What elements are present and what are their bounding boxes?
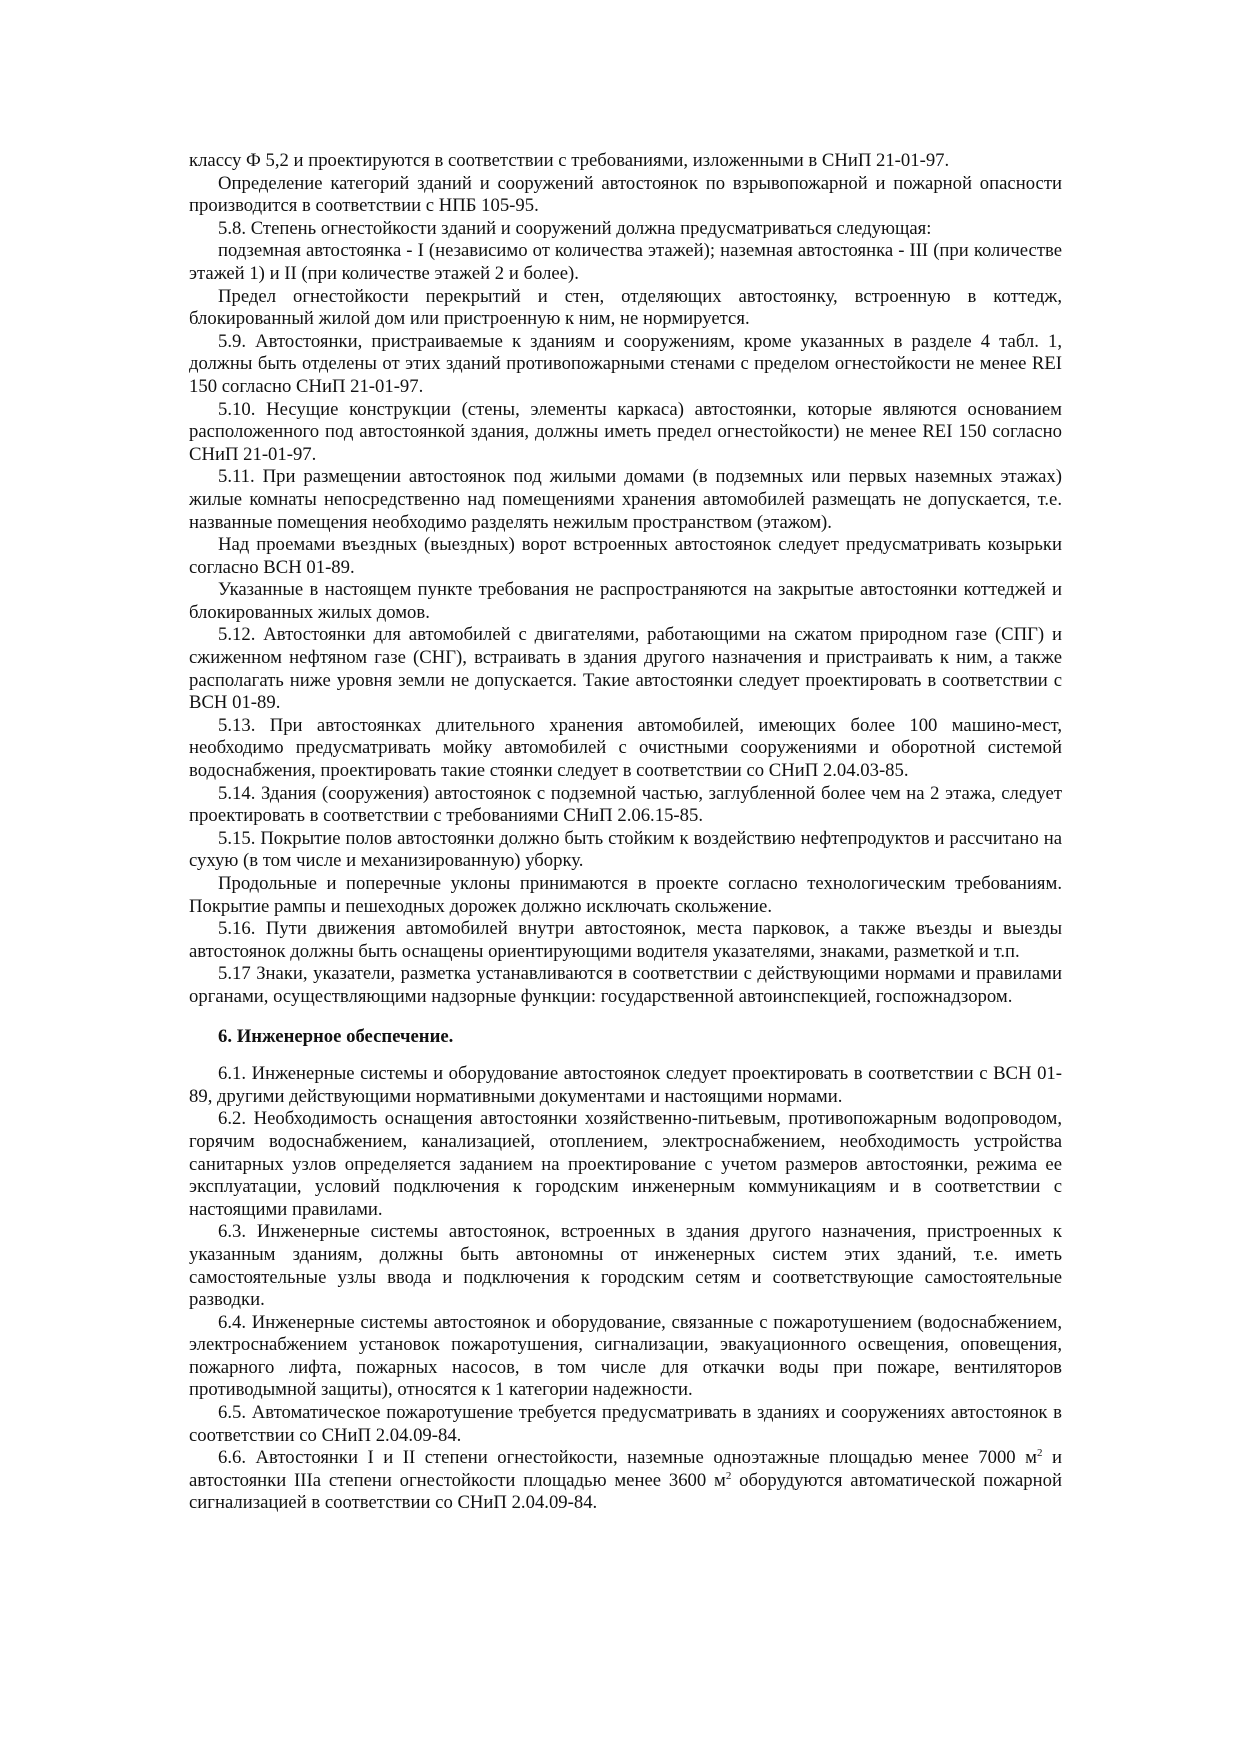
paragraph-6-5: 6.5. Автоматическое пожаротушение требуется предусматривать в зданиях и сооружениях автостоянок в соответствии со СНиП 2.04.09-84. [189, 1402, 1062, 1446]
square-superscript: 2 [1036, 1447, 1043, 1460]
paragraph-6-1: 6.1. Инженерные системы и оборудование автостоянок следует проектировать в соответствии с ВСН 01-89, другими действующими нормативными документами и настоящими нормами. [189, 1063, 1062, 1107]
section-heading-engineering: 6. Инженерное обеспечение. [218, 1025, 454, 1047]
paragraph-parking-fire-degree: подземная автостоянка - I (независимо от количества этажей); наземная автостоянка - III (при количестве этажей 1) и II (при количестве этажей 2 и более). [189, 240, 1062, 284]
paragraph-5-17: 5.17 Знаки, указатели, разметка устанавливаются в соответствии с действующими нормами и правилами органами, осуществляющими надзорные функции: государственной автоинспекцией, госпожнадзором. [189, 963, 1062, 1007]
paragraph-requirements-exclusion: Указанные в настоящем пункте требования не распространяются на закрытые автостоянки коттеджей и блокированных жилых домов. [189, 579, 1062, 623]
paragraph-5-9: 5.9. Автостоянки, пристраиваемые к зданиям и сооружениям, кроме указанных в разделе 4 табл. 1, должны быть отделены от этих зданий противопожарными стенами с пределом огнестойкости не менее REI 150 согласно СНиП 21-01-97. [189, 330, 1062, 397]
paragraph-5-13: 5.13. При автостоянках длительного хранения автомобилей, имеющих более 100 машино-мест, необходимо предусматривать мойку автомобилей с очистными сооружениями и оборотной системой водоснабжения, проектировать такие стоянки следует в соответствии со СНиП 2.04.03-85. [189, 714, 1062, 782]
paragraph-6-6-part-2: и автостоянки IIIа степени огнестойкости площадью менее 3600 м [189, 1447, 1062, 1491]
paragraph-slopes: Продольные и поперечные уклоны принимаются в проекте согласно технологическим требованиям. Покрытие рампы и пешеходных дорожек должно исключать скольжение. [189, 873, 1062, 917]
paragraph-fire-class-continuation: классу Ф 5,2 и проектируются в соответствии с требованиями, изложенными в СНиП 21-01-97. [189, 150, 950, 171]
paragraph-6-2: 6.2. Необходимость оснащения автостоянки хозяйственно-питьевым, противопожарным водопроводом, горячим водоснабжением, канализацией, отоплением, электроснабжением, необходимость устройства санитарных узлов определяется заданием на проектирование с учетом размеров автостоянки, режима ее эксплуатации, условий подключения к городским инженерным коммуникациям и в соответствии с настоящими правилами. [189, 1108, 1062, 1220]
paragraph-5-10: 5.10. Несущие конструкции (стены, элементы каркаса) автостоянки, которые являются основанием расположенного под автостоянкой здания, должны иметь предел огнестойкости) не менее REI 150 согласно СНиП 21-01-97. [189, 398, 1062, 465]
paragraph-5-11: 5.11. При размещении автостоянок под жилыми домами (в подземных или первых наземных этажах) жилые комнаты непосредственно над помещениями хранения автомобилей размещать не допускается, т.е. названные помещения необходимо разделять нежилым пространством (этажом). [189, 466, 1062, 533]
square-superscript: 2 [725, 1469, 732, 1482]
paragraph-6-4: 6.4. Инженерные системы автостоянок и оборудование, связанные с пожаротушением (водоснабжением, электроснабжением установок пожаротушения, сигнализации, эвакуационного освещения, оповещения, пожарного лифта, пожарных насосов, в том числе для откачки воды при пожаре, вентиляторов противодымной защиты), относятся к 1 категории надежности. [189, 1311, 1062, 1401]
paragraph-5-15: 5.15. Покрытие полов автостоянки должно быть стойким к воздействию нефтепродуктов и рассчитано на сухую (в том числе и механизированную) уборку. [189, 827, 1062, 872]
document-page [189, 150, 1062, 1515]
paragraph-5-14: 5.14. Здания (сооружения) автостоянок с подземной частью, заглубленной более чем на 2 этажа, следует проектировать в соответствии с требованиями СНиП 2.06.15-85. [189, 782, 1062, 827]
paragraph-6-6 [189, 1447, 1062, 1515]
paragraph-category-definition: Определение категорий зданий и сооружений автостоянок по взрывопожарной и пожарной опасности производится в соответствии с НПБ 105-95. [189, 172, 1062, 217]
paragraph-5-16: 5.16. Пути движения автомобилей внутри автостоянок, места парковок, а также въезды и выезды автостоянок должны быть оснащены ориентирующими водителя указателями, знаками, разметкой и т.п. [189, 918, 1062, 962]
paragraph-5-8: 5.8. Степень огнестойкости зданий и сооружений должна предусматриваться следующая: [218, 217, 932, 239]
paragraph-6-6-part-3: оборудуются автоматической пожарной сигнализацией в соответствии со СНиП 2.04.09-84. [189, 1469, 1063, 1514]
paragraph-gate-canopy: Над проемами въездных (выездных) ворот встроенных автостоянок следует предусматривать козырьки согласно ВСН 01-89. [189, 534, 1062, 578]
paragraph-5-12: 5.12. Автостоянки для автомобилей с двигателями, работающими на сжатом природном газе (СПГ) и сжиженном нефтяном газе (СНГ), встраивать в здания другого назначения и пристраивать к ним, а также располагать ниже уровня земли не допускается. Такие автостоянки следует проектировать в соответствии с ВСН 01-89. [189, 624, 1062, 714]
paragraph-6-3: 6.3. Инженерные системы автостоянок, встроенных в здания другого назначения, пристроенных к указанным зданиям, должны быть автономны от инженерных систем этих зданий, т.е. иметь самостоятельные узлы ввода и подключения к городским сетям и соответствующие самостоятельные разводки. [189, 1221, 1062, 1311]
paragraph-6-6-part-1: 6.6. Автостоянки I и II степени огнестойкости, наземные одноэтажные площадью менее 7000 м [218, 1447, 1037, 1469]
paragraph-fire-limit-cottage: Предел огнестойкости перекрытий и стен, отделяющих автостоянку, встроенную в коттедж, блокированный жилой дом или пристроенную к ним, не нормируется. [189, 285, 1062, 330]
